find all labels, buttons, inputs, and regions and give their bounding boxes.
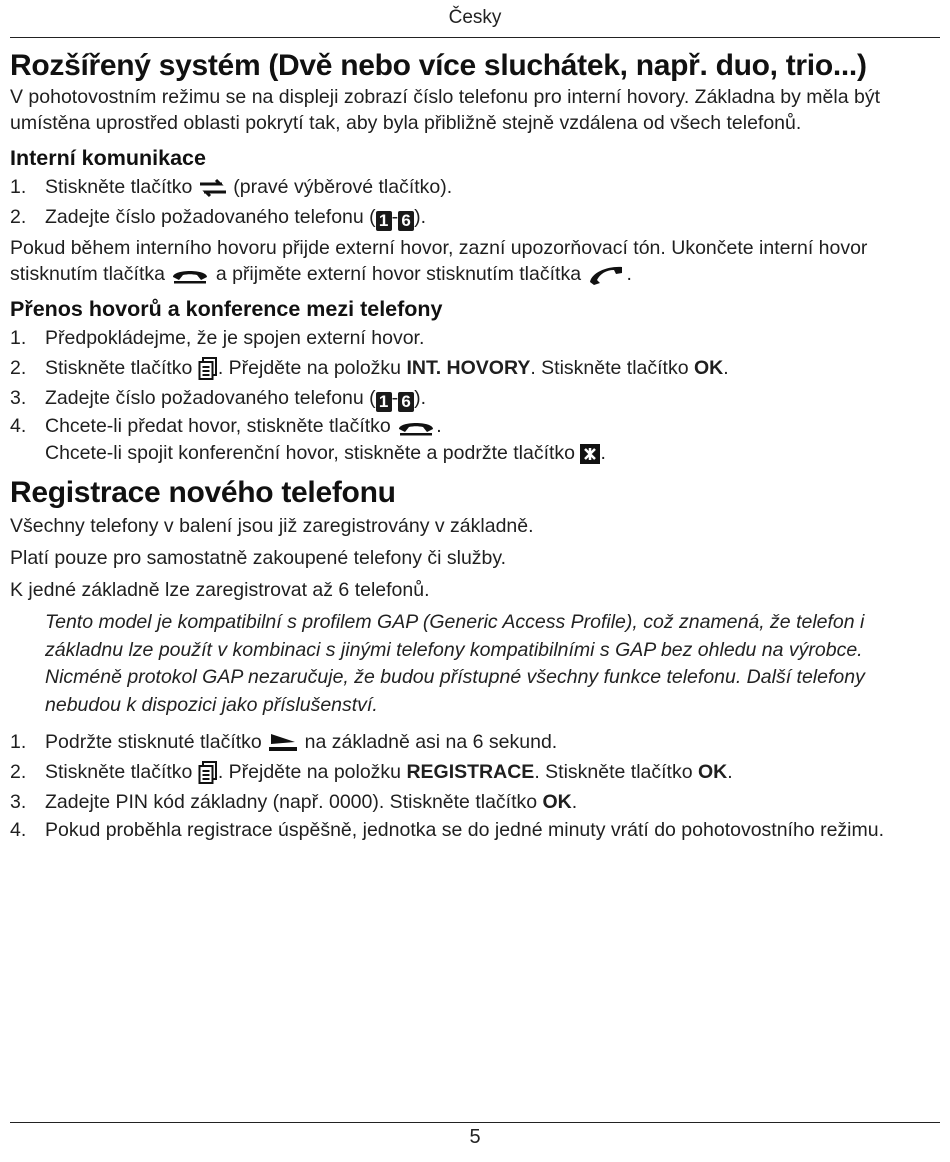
footer-rule xyxy=(10,1122,940,1123)
step-text: Chcete-li spojit konferenční hovor, stiskněte a podržte tlačítko xyxy=(45,442,576,464)
ok-keyword: OK xyxy=(697,761,728,783)
registration-line: Všechny telefony v balení jsou již zaregistrovány v základně. xyxy=(10,515,534,537)
hang-up-key-icon xyxy=(170,265,210,285)
transfer-steps xyxy=(10,323,930,467)
step-text: . Přejděte na položku xyxy=(217,761,407,783)
step-text: Chcete-li předat hovor, stiskněte tlačítko xyxy=(45,415,391,437)
ok-keyword: OK xyxy=(693,357,724,379)
step-text: . xyxy=(600,442,606,464)
step-number: 3. xyxy=(10,387,27,409)
step-text: Pokud proběhla registrace úspěšně, jednotka se do jedné minuty vrátí do pohotovostního režimu. xyxy=(45,819,885,841)
step-number: 4. xyxy=(10,819,27,841)
key-1: 1 xyxy=(376,392,392,412)
step-number: 3. xyxy=(10,791,27,813)
list-item xyxy=(10,353,930,383)
subsection-title-transfer: Přenos hovorů a konference mezi telefony xyxy=(10,297,443,321)
step-text: . Stiskněte tlačítko xyxy=(530,357,694,379)
step-text: na základně asi na 6 sekund. xyxy=(304,731,558,753)
step-text: Zadejte PIN kód základny (např. 0000). Stiskněte tlačítko xyxy=(45,791,543,813)
registration-line: Platí pouze pro samostatně zakoupené telefony či služby. xyxy=(10,547,507,569)
step-number: 2. xyxy=(10,761,27,783)
section-title-extended-system: Rozšířený systém (Dvě nebo více sluchátek, např. duo, trio...) xyxy=(10,49,867,82)
step-text: (pravé výběrové tlačítko). xyxy=(233,176,453,198)
step-text: ). xyxy=(414,387,427,409)
right-select-key-icon xyxy=(198,178,228,198)
step-text: . xyxy=(727,761,733,783)
step-text: Podržte stisknuté tlačítko xyxy=(45,731,262,753)
list-item xyxy=(10,202,930,232)
dash: - xyxy=(391,206,399,228)
paging-key-icon xyxy=(267,732,299,754)
header-rule xyxy=(10,37,940,38)
list-item xyxy=(10,323,930,353)
step-text: Zadejte číslo požadovaného telefonu ( xyxy=(45,387,376,409)
list-item xyxy=(10,757,930,787)
subsection-title-internal: Interní komunikace xyxy=(10,146,206,170)
step-text: . xyxy=(436,415,442,437)
menu-item-keyword: INT. HOVORY xyxy=(406,357,531,379)
step-number: 2. xyxy=(10,357,27,379)
page-content xyxy=(10,48,930,844)
step-text: . Stiskněte tlačítko xyxy=(534,761,698,783)
step-text: . Přejděte na položku xyxy=(217,357,407,379)
step-text: Stiskněte tlačítko xyxy=(45,761,193,783)
key-6: 6 xyxy=(398,392,414,412)
internal-paragraph xyxy=(10,235,930,287)
page-number: 5 xyxy=(469,1126,481,1148)
step-number: 1. xyxy=(10,731,27,753)
step-text: . xyxy=(571,791,578,813)
registration-steps xyxy=(10,727,930,844)
talk-key-icon xyxy=(586,264,626,286)
star-key-icon xyxy=(580,444,600,464)
step-number: 1. xyxy=(10,327,27,349)
step-text: Stiskněte tlačítko xyxy=(45,357,193,379)
paragraph-text: a přijměte externí hovor stisknutím tlačítka xyxy=(215,263,582,285)
list-item xyxy=(10,172,930,202)
step-text: ). xyxy=(414,206,427,228)
step-number: 4. xyxy=(10,415,27,437)
list-item xyxy=(10,413,930,467)
list-item xyxy=(10,817,930,844)
list-item xyxy=(10,383,930,413)
ok-keyword: OK xyxy=(542,791,572,813)
gap-compatibility-note: Tento model je kompatibilní s profilem GAP (Generic Access Profile), což znamená, že telefon i základnu lze použít v kombinaci s jinými telefony kompatibilními s GAP bez ohledu na výrobce. Nicméně protokol GAP nezaručuje, že budou přístupné všechny funkce telefonu. Další telefony nebudou k dispozici jako příslušenství. xyxy=(45,611,865,716)
step-text: Stiskněte tlačítko xyxy=(45,176,193,198)
step-number: 1. xyxy=(10,176,27,198)
paragraph-text: Pokud během interního hovoru přijde externí hovor, zazní upozorňovací tón. Ukončete interní hovor stisknutím tlačítka xyxy=(10,237,868,285)
internal-steps xyxy=(10,172,930,232)
step-text: . xyxy=(723,357,729,379)
step-number: 2. xyxy=(10,206,27,228)
section-title-registration: Registrace nového telefonu xyxy=(10,476,396,509)
menu-key-icon xyxy=(198,761,218,785)
key-6: 6 xyxy=(398,211,414,231)
step-text: Zadejte číslo požadovaného telefonu ( xyxy=(45,206,376,228)
menu-key-icon xyxy=(198,357,218,381)
extended-system-intro: V pohotovostním režimu se na displeji zobrazí číslo telefonu pro interní hovory. Základna by měla být umístěna uprostřed oblasti pokrytí tak, aby byla přibližně stejně vzdálena od všech telefonů. xyxy=(10,86,880,134)
step-text: Předpokládejme, že je spojen externí hovor. xyxy=(45,327,425,349)
dash: - xyxy=(391,387,399,409)
menu-item-keyword: REGISTRACE xyxy=(406,761,535,783)
paragraph-text: . xyxy=(626,263,632,285)
key-1: 1 xyxy=(376,211,392,231)
language-header: Česky xyxy=(448,7,502,28)
list-item xyxy=(10,787,930,817)
registration-line: K jedné základně lze zaregistrovat až 6 telefonů. xyxy=(10,579,430,601)
list-item xyxy=(10,727,930,757)
hang-up-key-icon xyxy=(396,417,436,437)
